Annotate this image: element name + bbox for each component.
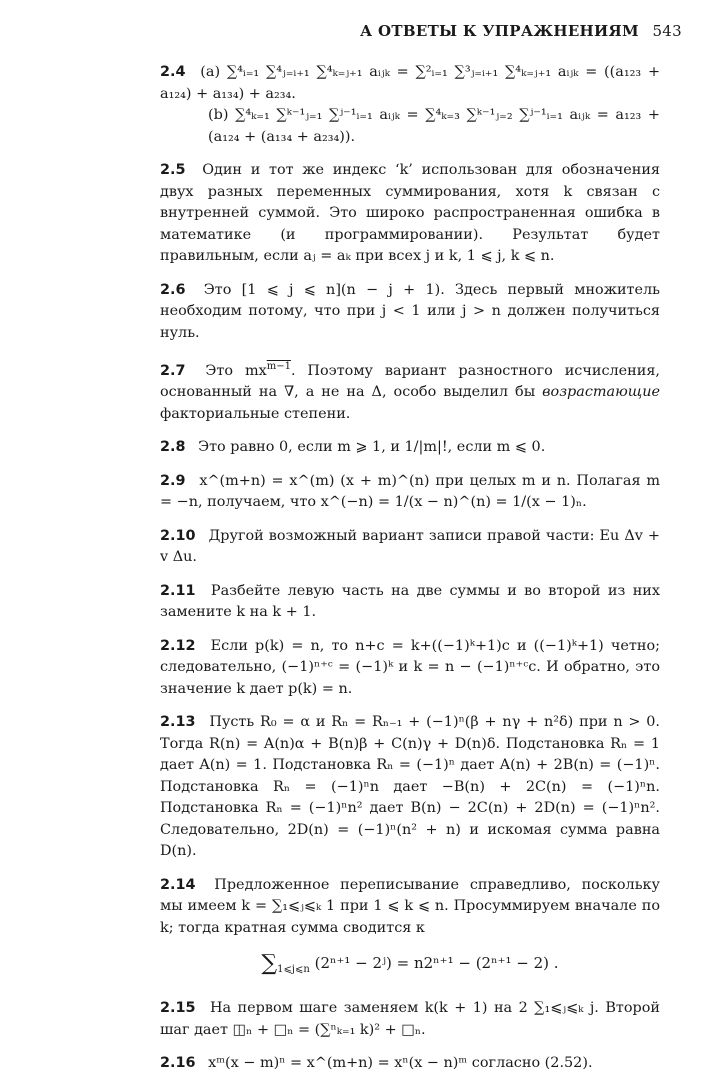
answer-number: 2.15 [160,1000,196,1017]
answer-2-6 [160,280,660,345]
answer-2-14 [160,875,660,983]
answer-text: Другой возможный вариант записи правой части: Eu Δv + v Δu. [160,527,660,566]
answer-number: 2.14 [160,876,196,893]
answer-2-16 [160,1053,660,1075]
answer-number: 2.9 [160,472,186,489]
answer-number: 2.6 [160,281,186,298]
answer-2-4 [160,62,660,148]
answer-number: 2.10 [160,527,196,544]
answer-2-11 [160,581,660,624]
answer-text-post: факториальные степени. [160,405,351,422]
running-header [0,22,682,40]
sum-sign-icon: ∑ [261,951,278,977]
answer-number: 2.8 [160,439,186,456]
answer-text: . Поэтому вариант разностного исчисления, основанный на ∇, а не на Δ, особо выделил бы [160,362,660,401]
answer-2-13 [160,712,660,863]
answer-2-5 [160,160,660,268]
answer-number: 2.11 [160,582,196,599]
answer-2-15 [160,998,660,1041]
answer-number: 2.5 [160,162,186,178]
answer-text: Разбейте левую часть на две суммы и во второй из них замените k на k + 1. [160,582,660,621]
answer-number: 2.7 [160,362,186,379]
answer-text: На первом шаге заменяем k(k + 1) на 2 ∑₁⩽ⱼ⩽ₖ j. Второй шаг дает ◫ₙ + □ₙ = (∑ⁿₖ₌₁ k)² + □ₙ. [160,1000,660,1038]
answer-emphasis: возрастающие [542,384,660,401]
answer-text: (a) ∑⁴ᵢ₌₁ ∑⁴ⱼ₌ᵢ₊₁ ∑⁴ₖ₌ⱼ₊₁ aᵢⱼₖ = ∑²ᵢ₌₁ ∑³ⱼ₌ᵢ₊₁ ∑⁴ₖ₌ⱼ₊₁ aᵢⱼₖ = ((a₁₂₃ + a₁₂₄) + a₁₃₄) + a₂₃₄. [160,64,660,102]
answer-number: 2.16 [160,1055,196,1072]
display-formula: (2ⁿ⁺¹ − 2ʲ) = n2ⁿ⁺¹ − (2ⁿ⁺¹ − 2) . [314,954,559,973]
answer-text: Один и тот же индекс ‘k’ использован для обозначения двух разных переменных суммирования, хотя k связан с внутренней суммой. Это широко распространенная ошибка в математике (и программировании). Результат будет правильным, если aⱼ = aₖ при всех j и k, 1 ⩽ j, k ⩽ n. [160,162,660,264]
answer-superscript: m−1 [266,361,291,372]
answer-text: xᵐ(x − m)ⁿ = x^(m+n) = xⁿ(x − n)ᵐ согласно (2.52). [208,1055,593,1072]
answer-text: Это [1 ⩽ j ⩽ n](n − j + 1). Здесь первый множитель необходим потому, что при j < 1 или j > n должен получиться нуль. [160,281,661,341]
answer-number: 2.4 [160,64,186,80]
answer-2-7 [160,356,660,425]
answer-text-pre: Это mx [205,362,267,379]
answer-text: x^(m+n) = x^(m) (x + m)^(n) при целых m и n. Полагая m = −n, получаем, что x^(−n) = 1/(x − n)^(n) = 1/(x − 1)ₙ. [160,472,660,511]
answer-text: Предложенное переписывание справедливо, поскольку мы имеем k = ∑₁⩽ⱼ⩽ₖ 1 при 1 ⩽ k ⩽ n. Просуммируем вначале по k; тогда кратная сумма сводится к [160,876,660,936]
page-body [160,62,660,1087]
answer-2-9 [160,471,660,514]
answer-text: Это равно 0, если m ⩾ 1, и 1/|m|!, если m ⩽ 0. [198,439,546,456]
display-equation [160,951,660,982]
answer-2-8 [160,437,660,459]
answer-text-b: (b) ∑⁴ₖ₌₁ ∑ᵏ⁻¹ⱼ₌₁ ∑ʲ⁻¹ᵢ₌₁ aᵢⱼₖ = ∑⁴ₖ₌₃ ∑ᵏ⁻¹ⱼ₌₂ ∑ʲ⁻¹ᵢ₌₁ aᵢⱼₖ = a₁₂₃ + (a₁₂₄ + (a₁₃₄ + a₂₃₄)). [208,107,660,145]
answer-2-12 [160,636,660,701]
answer-text: Пусть R₀ = α и Rₙ = Rₙ₋₁ + (−1)ⁿ(β + nγ + n²δ) при n > 0. Тогда R(n) = A(n)α + B(n)β + C(n)γ + D(n)δ. Подстановка Rₙ = 1 дает A(n) = 1. Подстановка Rₙ = (−1)ⁿ дает A(n) + 2B(n) = (−1)ⁿ. Подстановка Rₙ = (−1)ⁿn дает −B(n) + 2C(n) = (−1)ⁿn. Подстановка Rₙ = (−1)ⁿn² дает B(n) − 2C(n) + 2D(n) = (−1)ⁿn². Следовательно, 2D(n) = (−1)ⁿ(n² + n) и искомая сумма равна D(n). [160,714,661,860]
sum-range: 1⩽j⩽n [277,964,310,976]
header-title: А ОТВЕТЫ К УПРАЖНЕНИЯМ [359,22,639,40]
answer-text: Если p(k) = n, то n+c = k+((−1)ᵏ+1)c и ((−1)ᵏ+1) четно; следовательно, (−1)ⁿ⁺ᶜ = (−1)ᵏ и k = n − (−1)ⁿ⁺ᶜc. И обратно, это значение k дает p(k) = n. [160,637,660,697]
answer-2-10 [160,526,660,569]
page-number: 543 [652,22,682,40]
answer-number: 2.13 [160,714,196,731]
answer-number: 2.12 [160,637,196,654]
